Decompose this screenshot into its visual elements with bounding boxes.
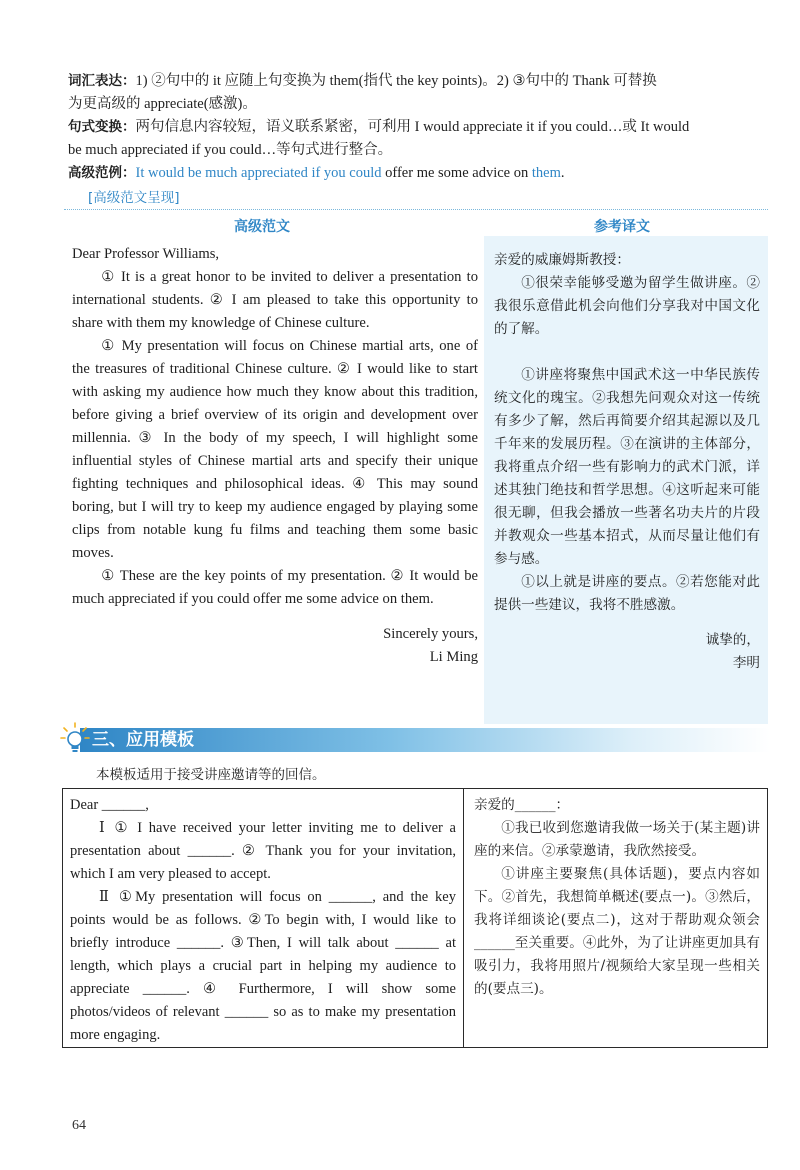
essay-salutation: Dear Professor Williams,	[72, 246, 220, 262]
template-en-paragraph-2: Ⅱ ①My presentation will focus on ______, and the key points would be as follows. ②To begin with, I would like to briefly introduce ______. ③Then, I will talk about ______ at length, which plays a crucial part in helping my audience to appreciate ______. ④ Furthermore, I will show some photos/videos of relevant ______ so as to make my presentation more engaging.	[70, 889, 456, 1043]
template-en-paragraph-1: Ⅰ ① I have received your letter inviting me to deliver a presentation about ______. ② Thank you for your invitation, which I am very pleased to accept.	[70, 820, 456, 882]
sentence-text-2: be much appreciated if you could…等句式进行整合。	[68, 142, 393, 158]
essay-paragraph-2: ① My presentation will focus on Chinese martial arts, one of the treasures of traditional Chinese culture. ② I would like to start with asking my audience how much they know about this tradition, before giving a brief overview of its origin and development over millennia. ③ In the body of my speech, I will highlight some influential styles of Chinese martial arts and specify their unique fighting techniques and philosophical ideas. ④ This may sound boring, but I will try to keep my audience engaged by playing some clips from notable kung fu films and teaching them some basic moves.	[72, 338, 478, 561]
translation-column-heading: 参考译文	[594, 219, 650, 235]
example-highlight-2: them	[531, 165, 561, 181]
chinese-template	[474, 794, 760, 1001]
sentence-text-1: 两句信息内容较短，语义联系紧密，可利用 I would appreciate it if you could…或 It would	[135, 119, 690, 135]
translation-paragraph-1: ①很荣幸能够受邀为留学生做讲座。②我很乐意借此机会向他们分享我对中国文化的了解。	[494, 275, 760, 337]
essay-paragraph-1: ① It is a great honor to be invited to deliver a presentation to international students. ② I am pleased to take this opportunity to share with them my knowledge of Chinese culture.	[72, 269, 478, 331]
translation-paragraph-2: ①讲座将聚焦中国武术这一中华民族传统文化的瑰宝。②我想先问观众对这一传统有多少了解，然后再简要介绍其起源以及几千年来的发展历程。③在演讲的主体部分，我将重点介绍一些有影响力的武术门派，详述其独门绝技和哲学思想。④这听起来可能很无聊，但我会播放一些著名功夫片的片段并教观众一些基本招式，从而尽量让他们有参与感。	[494, 367, 760, 567]
template-cn-salutation: 亲爱的______：	[474, 797, 570, 813]
translation-closing: 诚挚的，	[705, 632, 760, 648]
template-cn-paragraph-2: ①讲座主要聚焦(具体话题)，要点内容如下。②首先，我想简单概述(要点一)。③然后，我将详细谈论(要点二)，这对于帮助观众领会______至关重要。④此外，为了让讲座更加具有吸引力，我将用照片/视频给大家呈现一些相关的(要点三)。	[474, 866, 760, 997]
sentence-label: 句式变换：	[68, 119, 136, 135]
english-template	[70, 794, 456, 1047]
dotted-divider	[64, 209, 768, 210]
template-section-title: 三、应用模板	[92, 730, 194, 750]
page-number: 64	[72, 1118, 86, 1133]
example-highlight-1: It would be much appreciated if you could	[135, 165, 382, 181]
template-cn-paragraph-1: ①我已收到您邀请我做一场关于(某主题)讲座的来信。②承蒙邀请，我欣然接受。	[474, 820, 760, 859]
reference-translation	[494, 249, 760, 675]
example-end: .	[560, 165, 565, 181]
lightbulb-icon	[60, 722, 90, 756]
template-intro: 本模板适用于接受讲座邀请等的回信。	[96, 767, 326, 783]
vocab-text-2: 为更高级的 appreciate(感激)。	[68, 96, 257, 112]
example-note	[68, 162, 768, 185]
essay-paragraph-3: ① These are the key points of my presentation. ② It would be much appreciated if you could offer me some advice on them.	[72, 568, 478, 607]
model-essay	[72, 243, 478, 669]
translation-salutation: 亲爱的威廉姆斯教授：	[494, 252, 630, 268]
essay-signature: Li Ming	[429, 649, 478, 665]
vocab-label: 词汇表达：	[68, 73, 136, 89]
model-essay-section-title: [高级范文呈现]	[88, 190, 180, 206]
example-mid: offer me some advice on	[381, 165, 532, 181]
writing-notes	[68, 70, 768, 185]
template-column-divider	[463, 788, 464, 1048]
essay-closing: Sincerely yours,	[383, 626, 478, 642]
essay-column-heading: 高级范文	[234, 219, 290, 235]
sentence-note	[68, 116, 768, 139]
vocab-text-1: 1) ②句中的 it 应随上句变换为 them(指代 the key points)。2) ③句中的 Thank 可替换	[135, 73, 657, 89]
example-label: 高级范例：	[68, 165, 136, 181]
translation-signature: 李明	[732, 655, 760, 671]
translation-paragraph-3: ①以上就是讲座的要点。②若您能对此提供一些建议，我将不胜感激。	[494, 574, 760, 613]
vocab-note	[68, 70, 768, 93]
template-en-salutation: Dear ______,	[70, 797, 149, 813]
